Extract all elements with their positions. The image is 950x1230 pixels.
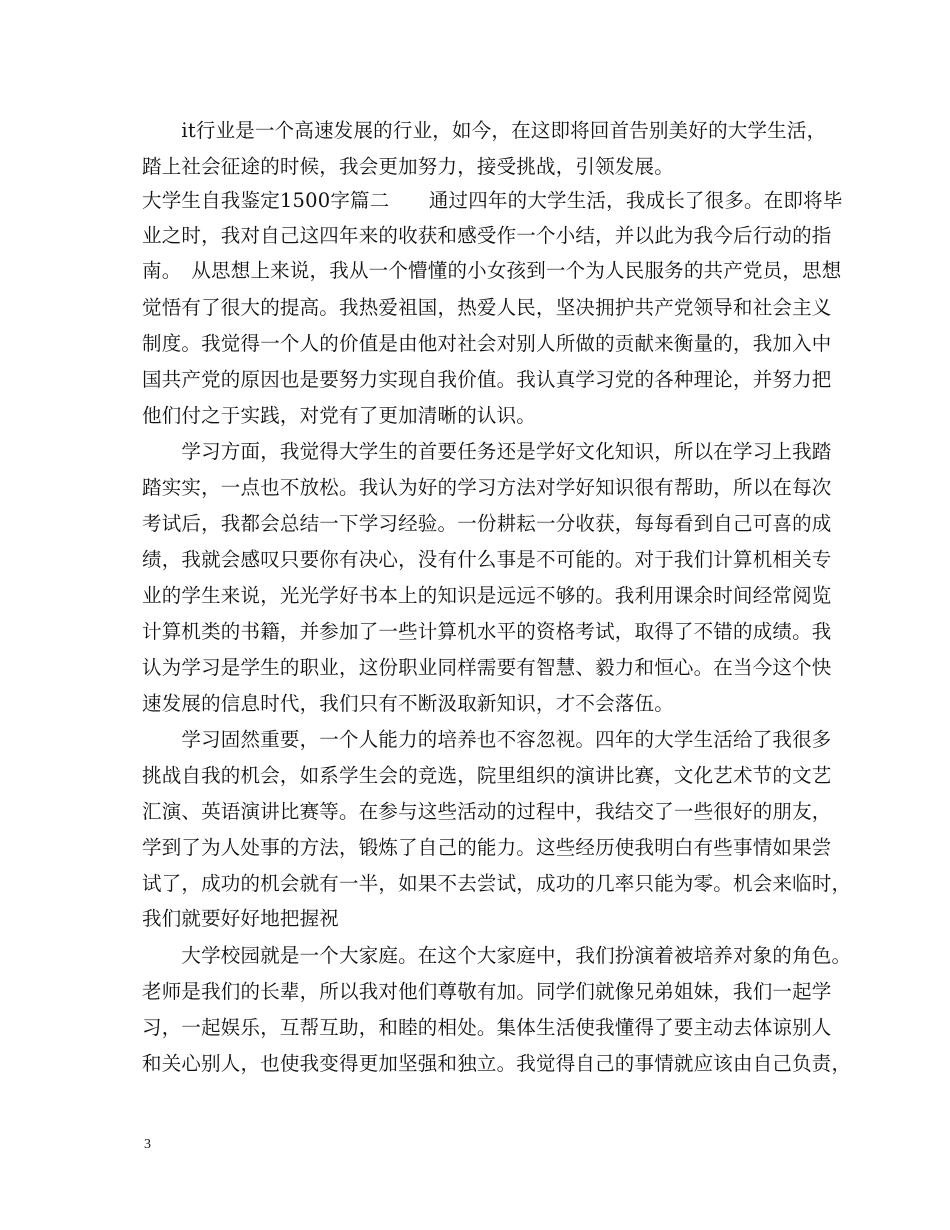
text-line: 计算机类的书籍，并参加了一些计算机水平的资格考试，取得了不错的成绩。我 — [142, 620, 832, 643]
text-line: 习，一起娱乐，互帮互助，和睦的相处。集体生活使我懂得了要主动去体谅别人 — [142, 1016, 832, 1039]
text-line: 他们付之于实践，对党有了更加清晰的认识。 — [142, 404, 537, 427]
text-line: 大学生自我鉴定1500字篇二 通过四年的大学生活，我成长了很多。在即将毕 — [142, 189, 843, 212]
text-line: 踏上社会征途的时候，我会更加努力，接受挑战，引领发展。 — [142, 155, 674, 178]
text-line: 试了，成功的机会就有一半，如果不去尝试，成功的几率只能为零。机会来临时， — [142, 872, 852, 895]
text-line: 制度。我觉得一个人的价值是由他对社会对别人所做的贡献来衡量的，我加入中 — [142, 332, 832, 355]
text-line: 踏实实，一点也不放松。我认为好的学习方法对学好知识很有帮助，所以在每次 — [142, 476, 832, 499]
text-line: 国共产党的原因也是要努力实现自我价值。我认真学习党的各种理论，并努力把 — [142, 368, 832, 391]
text-line: 速发展的信息时代，我们只有不断汲取新知识，才不会落伍。 — [142, 692, 674, 715]
text-line: 认为学习是学生的职业，这份职业同样需要有智慧、毅力和恒心。在当今这个快 — [142, 656, 832, 679]
text-line: 学习方面，我觉得大学生的首要任务还是学好文化知识，所以在学习上我踏 — [142, 440, 832, 463]
text-line: 汇演、英语演讲比赛等。在参与这些活动的过程中，我结交了一些很好的朋友， — [142, 800, 832, 823]
text-line: it行业是一个高速发展的行业，如今，在这即将回首告别美好的大学生活， — [142, 119, 827, 142]
page-number: 3 — [144, 1137, 151, 1152]
text-line: 觉悟有了很大的提高。我热爱祖国，热爱人民，坚决拥护共产党领导和社会主义 — [142, 296, 832, 319]
text-line: 业之时，我对自己这四年来的收获和感受作一个小结，并以此为我今后行动的指 — [142, 224, 832, 247]
text-line: 老师是我们的长辈，所以我对他们尊敬有加。同学们就像兄弟姐妹，我们一起学 — [142, 980, 832, 1003]
text-line: 学到了为人处事的方法，锻炼了自己的能力。这些经历使我明白有些事情如果尝 — [142, 836, 832, 859]
text-line: 学习固然重要，一个人能力的培养也不容忽视。四年的大学生活给了我很多 — [142, 728, 832, 751]
text-line: 南。 从思想上来说，我从一个懵懂的小女孩到一个为人民服务的共产党员，思想 — [142, 259, 842, 282]
text-line: 我们就要好好地把握祝 — [142, 907, 340, 930]
text-line: 挑战自我的机会，如系学生会的竞选，院里组织的演讲比赛，文化艺术节的文艺 — [142, 764, 832, 787]
text-line: 业的学生来说，光光学好书本上的知识是远远不够的。我利用课余时间经常阅览 — [142, 584, 832, 607]
text-line: 绩，我就会感叹只要你有决心，没有什么事是不可能的。对于我们计算机相关专 — [142, 548, 832, 571]
text-line: 考试后，我都会总结一下学习经验。一份耕耘一分收获，每每看到自己可喜的成 — [142, 512, 832, 535]
text-line: 大学校园就是一个大家庭。在这个大家庭中，我们扮演着被培养对象的角色。 — [142, 944, 852, 967]
text-line: 和关心别人，也使我变得更加坚强和独立。我觉得自己的事情就应该由自己负责， — [142, 1052, 852, 1075]
